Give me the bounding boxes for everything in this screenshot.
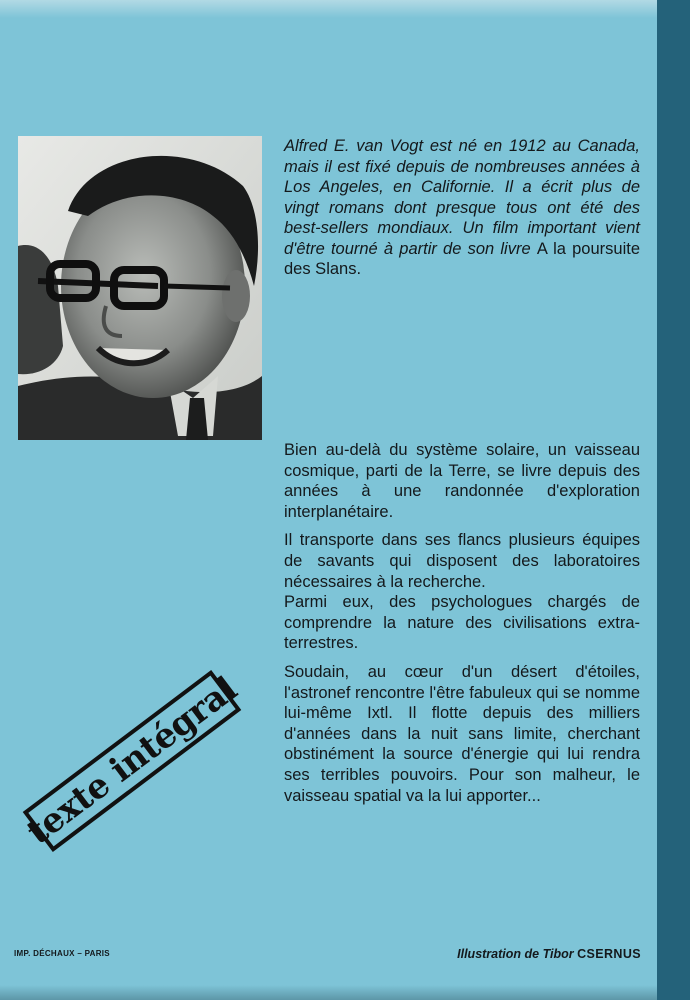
book-spine — [657, 0, 690, 1000]
illustration-credit — [415, 947, 641, 961]
illustration-credit-prefix: Illustration de Tibor — [457, 947, 574, 961]
author-bio — [284, 136, 640, 280]
printer-credit: IMP. DÉCHAUX – PARIS — [14, 949, 110, 958]
author-photo — [18, 136, 262, 440]
worn-bottom-edge — [0, 985, 657, 1000]
author-bio-text: Alfred E. van Vogt est né en 1912 au Canada, mais il est fixé depuis de nombreuses années à Los Angeles, en Californie. Il a écrit plus de vingt romans dont presque tous ont été des best-sellers mondiaux. Un film important vient d'être tourné à partir de son livre — [284, 137, 640, 258]
illustrator-name: CSERNUS — [577, 947, 641, 961]
synopsis-paragraph: Soudain, au cœur d'un désert d'étoiles, l'astronef rencontre l'être fabuleux qui se nomme lui-même Ixtl. Il flotte depuis des milliers d'années dans la nuit sans limite, cherchant obstinément la source d'énergie qui lui rendra ses terribles pouvoirs. Pour son malheur, le vaisseau spatial va la lui apporter... — [284, 662, 640, 805]
texte-integral-stamp: texte intégral — [19, 669, 245, 853]
synopsis — [284, 440, 640, 814]
book-title-reference: A la poursuite des Slans. — [284, 239, 640, 278]
synopsis-paragraph: Parmi eux, des psychologues chargés de comprendre la nature des civilisations extra-terrestres. — [284, 593, 640, 653]
synopsis-paragraph: Bien au-delà du système solaire, un vaisseau cosmique, parti de la Terre, se livre depuis des années à une randonnée d'exploration interplanétaire. — [284, 441, 640, 521]
worn-top-edge — [0, 0, 657, 18]
synopsis-paragraph: Il transporte dans ses flancs plusieurs équipes de savants qui disposent des laboratoires nécessaires à la recherche. — [284, 531, 640, 591]
